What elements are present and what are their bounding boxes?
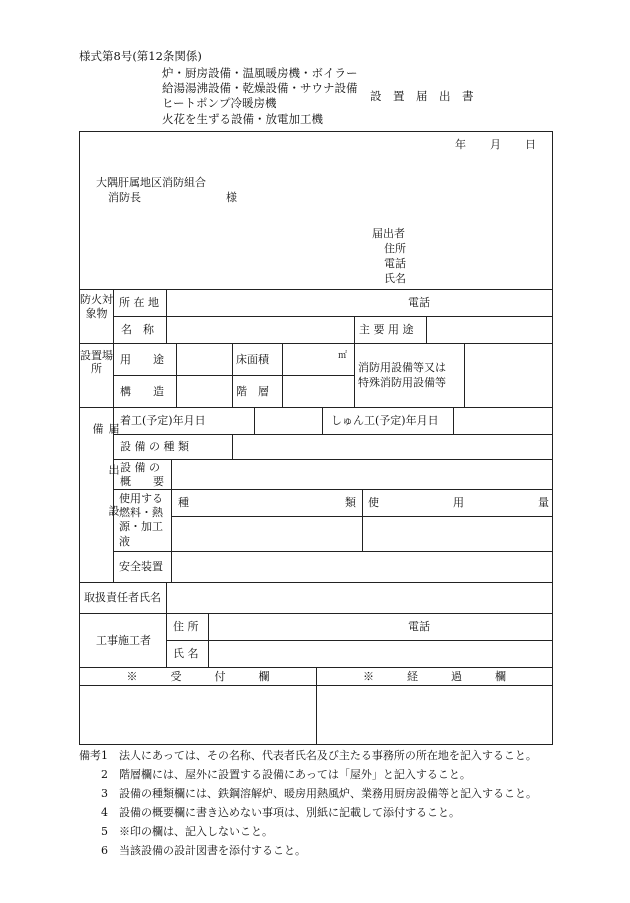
manager-name-label: 取扱責任者氏名 <box>84 591 161 604</box>
location-label: 所 在 地 <box>119 296 159 309</box>
contractor-address-label: 住 所 <box>173 620 199 633</box>
equipment-type-label: 設 備 の 種 類 <box>120 440 189 453</box>
equipment-summary-label-1: 設 備 の <box>120 461 160 474</box>
phone-label: 電話 <box>384 257 406 270</box>
addressee-title: 消防長 <box>108 191 141 204</box>
equip-line-4: 火花を生ずる設備・放電加工機 <box>162 112 323 126</box>
equip-line-2: 給湯湯沸設備・乾燥設備・サウナ設備 <box>162 81 358 95</box>
fuel-label-1: 使用する <box>119 492 163 505</box>
note-3: 3 設備の種類欄には、鉄鋼溶解炉、暖房用熱風炉、業務用厨房設備等と記入すること。 <box>101 787 537 800</box>
address-label: 住所 <box>384 242 406 255</box>
equipment-summary-label-2: 概 要 <box>120 475 164 488</box>
name-label: 氏名 <box>384 272 406 285</box>
floor-level-label: 階 層 <box>236 385 269 398</box>
contractor-tel-label: 電話 <box>408 620 430 633</box>
progress-column-label: ※ 経 過 欄 <box>363 670 506 683</box>
location-tel-label: 電話 <box>408 296 430 309</box>
equip-line-1: 炉・厨房設備・温風暖房機・ボイラー <box>162 66 358 80</box>
fuel-label-2: 燃料・熱 <box>119 506 163 519</box>
contractor-name-label: 氏 名 <box>173 647 199 660</box>
main-use-label: 主 要 用 途 <box>359 323 414 336</box>
completion-date-label: しゅん工(予定)年月日 <box>331 414 439 427</box>
structure-label: 構 造 <box>120 385 164 398</box>
amount-label-1: 使 <box>368 496 379 509</box>
note-6: 6 当該設備の設計図書を添付すること。 <box>101 844 306 857</box>
equip-line-3: ヒートポンプ冷暖房機 <box>162 96 277 110</box>
fire-equip-label-2: 特殊消防用設備等 <box>358 376 446 389</box>
use-label: 用 途 <box>120 353 164 366</box>
name-label-row: 名 称 <box>121 323 154 336</box>
note-1: 備考1 法人にあっては、その名称、代表者氏名及び主たる事務所の所在地を記入すること。 <box>79 749 537 762</box>
day-label: 日 <box>525 138 536 151</box>
form-number: 様式第8号(第12条関係) <box>79 49 202 63</box>
note-4: 4 設備の概要欄に書き込めない事項は、別紙に記載して添付すること。 <box>101 806 460 819</box>
honorific: 様 <box>226 191 237 204</box>
note-2: 2 階層欄には、屋外に設置する設備にあっては「屋外」と記入すること。 <box>101 768 471 781</box>
notifier-label: 届出者 <box>372 227 405 240</box>
kind-label-end: 類 <box>345 496 356 509</box>
fire-target-heading: 防火対象物 <box>80 293 113 320</box>
reported-equipment-heading: 届出設備 <box>91 423 120 546</box>
reception-column-label: ※ 受 付 欄 <box>126 670 270 683</box>
amount-label-3: 量 <box>538 496 549 509</box>
fuel-label-3: 源・加工 <box>119 520 163 533</box>
safety-device-label: 安全装置 <box>119 560 163 573</box>
sqm-unit: ㎡ <box>338 351 348 361</box>
fuel-label-4: 液 <box>119 535 130 548</box>
month-label: 月 <box>490 138 501 151</box>
start-date-label: 着工(予定)年月日 <box>120 414 206 427</box>
installation-place-heading: 設置場所 <box>80 349 113 375</box>
note-5: 5 ※印の欄は、記入しないこと。 <box>101 825 273 838</box>
year-label: 年 <box>455 138 466 151</box>
document-title: 設 置 届 出 書 <box>370 89 474 103</box>
addressee-org: 大隅肝属地区消防組合 <box>96 176 206 189</box>
fire-equip-label-1: 消防用設備等又は <box>358 361 446 374</box>
kind-label-start: 種 <box>178 496 189 509</box>
floor-area-label: 床面積 <box>236 353 269 366</box>
amount-label-2: 用 <box>453 496 464 509</box>
contractor-label: 工事施工者 <box>96 634 151 647</box>
